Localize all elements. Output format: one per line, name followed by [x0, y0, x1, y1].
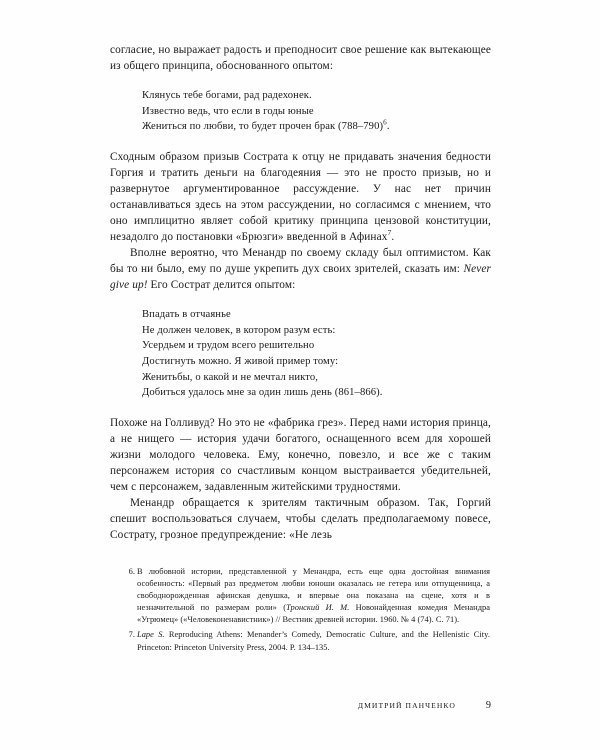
verse-line-period: . — [386, 121, 390, 133]
verse-line-with-footnote-ref — [142, 119, 491, 135]
paragraph-2 — [110, 149, 491, 245]
verse-line: Достигнуть можно. Я живой пример тому: — [142, 356, 339, 368]
footnote-6-text-a: В любовной истории, представленной у Менандра, есть еще одна достойная внимания особенность: «Первый раз предметом любви юноши оказалась не гетера или отпущенница, а свободнорожденная афинская девушка, и впервые она показана на сцене, хотя и в незначительной по размерам роли» ( — [137, 567, 490, 613]
verse-line: Добиться удалось мне за один лишь день (861–866). — [142, 387, 383, 399]
paragraph-3-italic-phrase: Never give up! — [110, 263, 491, 292]
paragraph-4: Похоже на Голливуд? Но это не «фабрика грез». Перед нами история принца, а не нищего — история удачи богатого, оснащенного всем для хорошей жизни молодого человека. Ему, конечно, повезло, и все же с таким персонажем история со счастливым концом выстраивается убедительней, чем с персонажем, задавленным житейскими трудностями. — [110, 416, 491, 494]
footnote-6-number: 6. — [128, 567, 135, 576]
footnote-6-text-b: Новонайденная комедия Менандра «Угрюмец» («Человеконенавистник») // Вестник древней истории. 1960. № 4 (74). С. 71). — [137, 603, 490, 625]
verse-line: Клянусь тебе богами, рад радехонек. — [142, 90, 312, 102]
footnote-7-number: 7. — [128, 630, 135, 640]
running-footer — [110, 700, 491, 711]
page-number: 9 — [485, 700, 491, 711]
footnotes-block — [124, 566, 490, 657]
verse-line-text: Жениться по любви, то будет прочен брак (788–790) — [142, 121, 384, 133]
footnote-ref-6[interactable]: 6 — [383, 118, 387, 127]
footnote-7-italic-author: Lape S. — [137, 630, 165, 640]
verse-line: Впадать в отчаянье — [142, 309, 231, 321]
paragraph-1: согласие, но выражает радость и преподносит свое решение как вытекающее из общего принципа, обоснованного опытом: — [110, 44, 491, 73]
paragraph-3 — [110, 245, 491, 293]
footnote-7-text-b: Reproducing Athens: Menander’s Comedy, Democratic Culture, and the Hellenistic City. Princeton: Princeton University Press, 2004. P. 134–135. — [137, 630, 490, 652]
footer-author-name: ДМИТРИЙ ПАНЧЕНКО — [357, 701, 456, 710]
footnote-6-italic-author: Тронский И. М. — [286, 603, 350, 613]
footnote-6 — [124, 566, 490, 626]
verse-quote-2 — [110, 307, 491, 401]
paragraph-2-text: Сходным образом призыв Сострата к отцу не придавать значения бедности Горгия и тратить деньги на благодеяния — это не просто призыв, но и развернутое аргументированное рассуждение. У нас нет причин останавливаться здесь на этом рассуждении, но согласимся с мнением, что оно имплицитно являет собой критику принципа цензовой конституции, незадолго до постановки «Брюзги» введенной в Афинах — [110, 150, 491, 244]
paragraph-2-period: . — [391, 231, 395, 244]
verse-line: Известно ведь, что если в годы юные — [142, 105, 314, 117]
paragraph-5: Менандр обращается к зрителям тактичным образом. Так, Горгий спешит воспользоваться случаем, чтобы сделать предполагаемому повесе, Сострату, грозное предупреждение: «Не лезь — [110, 497, 491, 542]
verse-quote-1 — [110, 88, 491, 135]
verse-line: Женитьбы, о какой и не мечтал никто, — [142, 371, 319, 383]
page-text-column — [110, 42, 491, 543]
paragraph-3-text-a: Вполне вероятно, что Менандр по своему складу был оптимистом. Как бы то ни было, ему по душе укрепить дух своих зрителей, сказать им: — [110, 247, 491, 276]
verse-line: Усердьем и трудом всего решительно — [142, 340, 315, 352]
footnote-ref-7[interactable]: 7 — [387, 228, 392, 238]
footnote-7 — [124, 629, 490, 653]
paragraph-3-text-b: Его Сострат делится опытом: — [147, 279, 296, 292]
verse-line: Не должен человек, в котором разум есть: — [142, 324, 336, 336]
